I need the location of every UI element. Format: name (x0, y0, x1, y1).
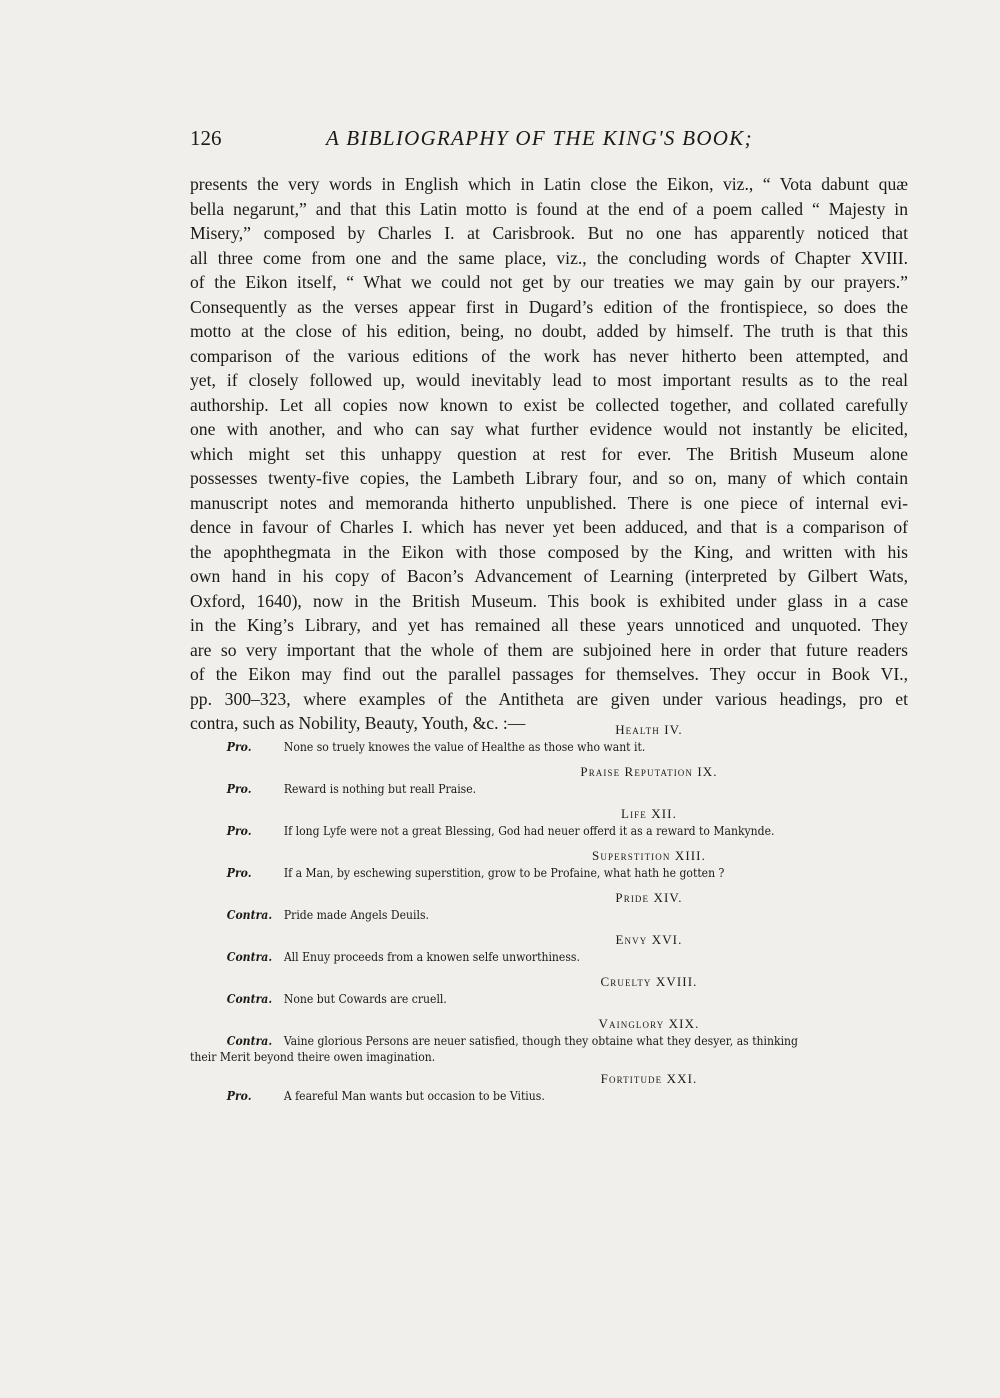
body-line: bella negarunt,” and that this Latin motto is found at the end of a poem called “ Majesty in (190, 198, 908, 219)
page-header (190, 126, 912, 156)
entry-heading: Life XII. (621, 806, 677, 821)
body-line: in the King’s Library, and yet has remained all these years unnoticed and unquoted. They (190, 615, 908, 635)
entry-line (190, 907, 851, 930)
entry-heading: Praise Reputation IX. (580, 764, 718, 779)
body-line: dence in favour of Charles I. which has never yet been adduced, and that is a comparison of (190, 517, 908, 537)
entry-kind: Pro. (226, 782, 252, 796)
body-line: one with another, and who can say what further evidence would not instantly be elicited, (190, 419, 908, 439)
running-title: A BIBLIOGRAPHY OF THE KING'S BOOK; (326, 126, 753, 150)
entry-text: Vaine glorious Persons are neuer satisfied, though they obtaine what they desyer, as thinking (283, 1034, 798, 1048)
body-line: comparison of the various editions of the work has never hitherto been attempted, and (190, 345, 908, 366)
body-line: own hand in his copy of Bacon’s Advancement of Learning (interpreted by Gilbert Wats, (190, 566, 908, 586)
entry-heading: Superstition XIII. (592, 848, 706, 863)
entry-heading: Pride XIV. (615, 890, 683, 905)
body-line: all three come from one and the same place, viz., the concluding words of Chapter XVIII. (190, 247, 908, 268)
entry-text: If a Man, by eschewing superstition, grow to be Profaine, what hath he gotten ? (283, 866, 725, 880)
body-line: the apophthegmata in the Eikon with those composed by the King, and written with his (190, 541, 908, 562)
entry-line (190, 781, 851, 804)
entry-text: None but Cowards are cruell. (283, 992, 447, 1006)
body-line: manuscript notes and memoranda hitherto unpublished. There is one piece of internal evi- (190, 492, 908, 513)
entry-kind: Contra. (226, 908, 273, 922)
entry-kind: Pro. (226, 1089, 252, 1103)
body-line: Oxford, 1640), now in the British Museum. This book is exhibited under glass in a case (190, 590, 908, 611)
entry-text-continued: their Merit beyond theire owen imagination. (190, 1050, 436, 1064)
body-line: Consequently as the verses appear first in Dugard’s edition of the frontispiece, so does the (190, 296, 908, 317)
entry-text: All Enuy proceeds from a knowen selfe unworthiness. (283, 950, 580, 964)
antitheta-list (190, 720, 908, 1111)
entry-text: If long Lyfe were not a great Blessing, God had neuer offerd it as a reward to Mankynde. (283, 824, 775, 838)
body-line: of the Eikon may find out the parallel passages for themselves. They occur in Book VI., (190, 664, 908, 684)
entry-line (190, 991, 851, 1014)
entry-text: Pride made Angels Deuils. (283, 908, 429, 922)
body-line: pp. 300–323, where examples of the Antitheta are given under various headings, pro et (190, 688, 908, 709)
body-line: motto at the close of his edition, being, no doubt, added by himself. The truth is that this (190, 321, 908, 341)
entry-line (190, 823, 851, 846)
body-line: yet, if closely followed up, would inevitably lead to most important results as to the real (190, 370, 908, 390)
entry-line (190, 1033, 908, 1069)
entry-heading: Envy XVI. (615, 932, 683, 947)
entry-line (190, 1088, 851, 1111)
body-line: contra, such as Nobility, Beauty, Youth, &c. :— (190, 713, 526, 733)
entry-kind: Contra. (226, 950, 273, 964)
entry-kind: Pro. (226, 866, 252, 880)
body-line: Misery,” composed by Charles I. at Carisbrook. But no one has apparently noticed that (190, 223, 908, 243)
entry-kind: Contra. (226, 1034, 273, 1048)
body-line: authorship. Let all copies now known to exist be collected together, and collated carefully (190, 394, 908, 415)
body-line: presents the very words in English which in Latin close the Eikon, viz., “ Vota dabunt quæ (190, 174, 908, 194)
entry-heading: Fortitude XXI. (600, 1071, 698, 1086)
entry-heading: Vainglory XIX. (598, 1016, 700, 1031)
body-line: are so very important that the whole of them are subjoined here in order that future readers (190, 639, 908, 660)
entry-kind: Contra. (226, 992, 273, 1006)
entry-kind: Pro. (226, 740, 252, 754)
body-line: possesses twenty-five copies, the Lambeth Library four, and so on, many of which contain (190, 468, 908, 488)
page-number: 126 (190, 126, 222, 150)
entry-text: Reward is nothing but reall Praise. (283, 782, 477, 796)
body-line: of the Eikon itself, “ What we could not get by our treaties we may gain by our prayers.” (190, 272, 908, 292)
entry-line (190, 739, 851, 762)
entry-text: None so truely knowes the value of Healthe as those who want it. (283, 740, 646, 754)
entry-heading: Cruelty XVIII. (600, 974, 698, 989)
entry-kind: Pro. (226, 824, 252, 838)
entry-text: A feareful Man wants but occasion to be Vitius. (283, 1089, 545, 1103)
entry-heading: Health IV. (615, 722, 683, 737)
entry-line (190, 865, 851, 888)
body-line: which might set this unhappy question at rest for ever. The British Museum alone (190, 443, 908, 464)
entry-line (190, 949, 851, 972)
body-paragraph (190, 172, 908, 736)
